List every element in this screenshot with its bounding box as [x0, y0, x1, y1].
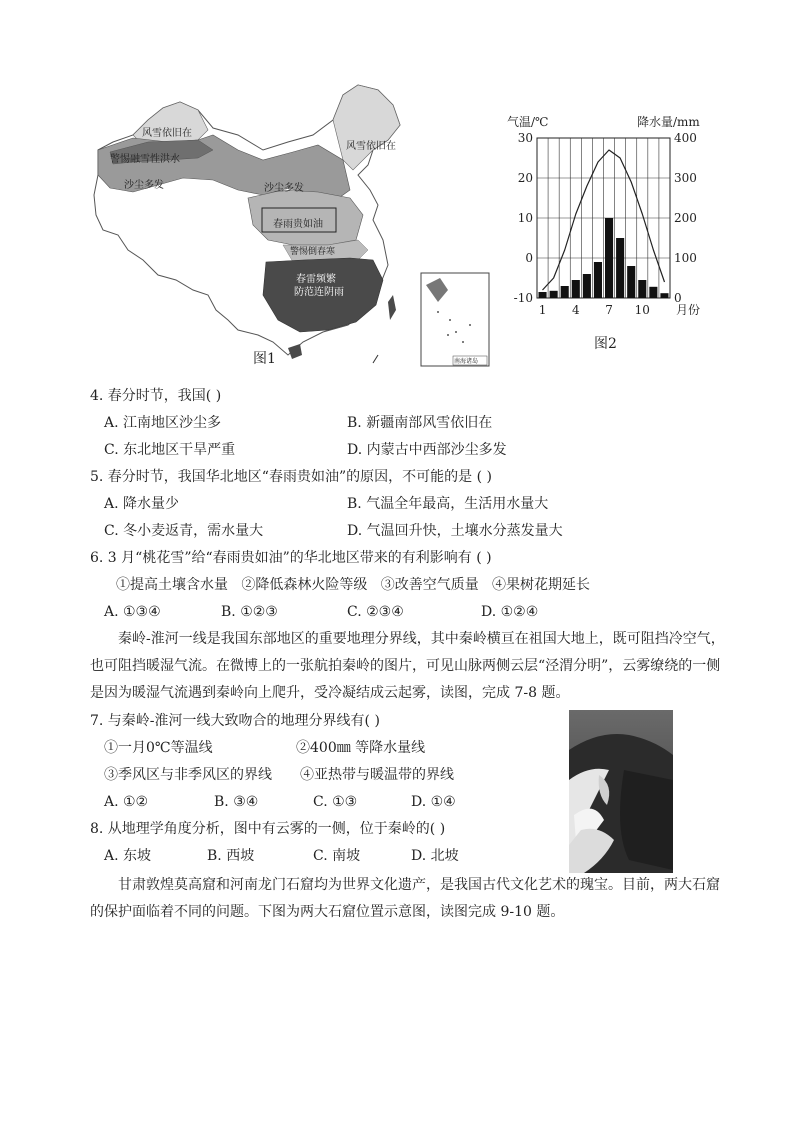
figure2-chart	[505, 110, 725, 320]
y-tick-left: -10	[513, 291, 533, 305]
x-tick: 4	[571, 303, 580, 317]
x-tick: 10	[634, 303, 650, 317]
q5-option-a[interactable]: A. 降水量少	[104, 496, 180, 512]
q7-item-4: ④亚热带与暖温带的界线	[300, 767, 454, 783]
label-dust-west: 沙尘多发	[124, 180, 164, 191]
precip-bar	[572, 280, 580, 298]
intro-q9-10: 甘肃敦煌莫高窟和河南龙门石窟均为世界文化遗产，是我国古代文化艺术的瑰宝。目前，两大石窟的保护面临着不同的问题。下图为两大石窟位置示意图，读图完成 9-10 题。	[90, 877, 720, 920]
precip-bar	[638, 280, 646, 298]
label-nw-snow: 风雪依旧在	[142, 128, 192, 139]
q4-option-b[interactable]: B. 新疆南部风雪依旧在	[347, 415, 493, 431]
precip-bar	[583, 274, 591, 298]
q8-stem: 8. 从地理学角度分析，图中有云雾的一侧，位于秦岭的( )	[90, 821, 446, 837]
q7-option-b[interactable]: B. ③④	[214, 794, 259, 810]
q6-option-a[interactable]: A. ①③④	[104, 604, 161, 620]
q6-option-c[interactable]: C. ②③④	[347, 604, 404, 620]
precip-bar	[605, 218, 613, 298]
q4-option-c[interactable]: C. 东北地区干旱严重	[104, 442, 236, 458]
y-tick-left: 30	[517, 131, 533, 145]
q7-stem: 7. 与秦岭-淮河一线大致吻合的地理分界线有( )	[90, 713, 380, 729]
ylabel-left: 气温/℃	[507, 115, 549, 129]
y-tick-right: 100	[674, 251, 697, 265]
precip-bar	[660, 293, 668, 298]
q7-option-c[interactable]: C. ①③	[313, 794, 358, 810]
q8-option-a[interactable]: A. 东坡	[104, 848, 152, 864]
qinling-aerial-photo	[569, 710, 673, 873]
q7-item-3: ③季风区与非季风区的界线	[104, 767, 272, 783]
precip-bar	[561, 286, 569, 298]
q7-item-2: ②400㎜ 等降水量线	[296, 740, 426, 756]
q5-option-b[interactable]: B. 气温全年最高，生活用水量大	[347, 496, 549, 512]
precip-bar	[539, 292, 547, 298]
y-tick-left: 0	[525, 251, 533, 265]
figure1-map	[88, 80, 498, 370]
x-tick: 7	[605, 303, 613, 317]
q8-option-c[interactable]: C. 南坡	[313, 848, 361, 864]
label-spring-rain: 春雨贵如油	[273, 219, 323, 230]
precip-bar	[627, 266, 635, 298]
taiwan-island	[388, 295, 396, 320]
y-tick-left: 20	[517, 171, 533, 185]
y-tick-left: 10	[517, 211, 533, 225]
q8-option-d[interactable]: D. 北坡	[411, 848, 459, 864]
y-tick-right: 400	[674, 131, 697, 145]
label-south-1: 春雷频繁	[296, 274, 336, 285]
q4-option-a[interactable]: A. 江南地区沙尘多	[104, 415, 222, 431]
q5-option-d[interactable]: D. 气温回升快，土壤水分蒸发量大	[347, 523, 563, 539]
label-flood: 警惕融雪性洪水	[110, 154, 180, 165]
y-tick-right: 300	[674, 171, 697, 185]
q7-item-1: ①一月0℃等温线	[104, 740, 213, 756]
precip-bar	[550, 291, 558, 298]
q7-option-d[interactable]: D. ①④	[411, 794, 456, 810]
y-tick-right: 0	[674, 291, 682, 305]
precip-bar	[649, 287, 657, 298]
precip-bar	[594, 262, 602, 298]
q6-option-d[interactable]: D. ①②④	[481, 604, 539, 620]
q6-items: ①提高土壤含水量 ②降低森林火险等级 ③改善空气质量 ④果树花期延长	[116, 577, 591, 593]
label-cold-spell: 警惕倒春寒	[290, 247, 336, 257]
xlabel: 月份	[676, 303, 701, 317]
figure2-caption: 图2	[594, 336, 617, 352]
label-inset: 南海诸岛	[454, 358, 479, 365]
y-tick-right: 200	[674, 211, 697, 225]
x-tick: 1	[538, 303, 547, 317]
label-ne-snow: 风雪依旧在	[346, 141, 396, 152]
figure1-caption: 图1	[253, 351, 276, 367]
q5-stem: 5. 春分时节，我国华北地区“春雨贵如油”的原因，不可能的是 ( )	[90, 469, 492, 485]
q6-option-b[interactable]: B. ①②③	[221, 604, 278, 620]
precip-bar	[616, 238, 624, 298]
q7-option-a[interactable]: A. ①②	[104, 794, 149, 810]
label-dust-central: 沙尘多发	[264, 183, 304, 194]
ylabel-right: 降水量/mm	[637, 115, 700, 129]
q8-option-b[interactable]: B. 西坡	[207, 848, 255, 864]
climate-chart-svg	[505, 110, 725, 320]
q4-stem: 4. 春分时节，我国( )	[90, 388, 222, 404]
intro-q7-8: 秦岭-淮河一线是我国东部地区的重要地理分界线，其中秦岭横亘在祖国大地上，既可阻挡冷空气，也可阻挡暖湿气流。在微博上的一张航拍秦岭的图片，可见山脉两侧云层“泾渭分明”，云雾缭绕的一侧是因为暖湿气流遇到秦岭向上爬升，受冷凝结成云起雾，读图，完成 7-8 题。	[90, 631, 725, 701]
q6-stem: 6. 3 月“桃花雪”给“春雨贵如油”的华北地区带来的有利影响有 ( )	[90, 550, 492, 566]
q4-option-d[interactable]: D. 内蒙古中西部沙尘多发	[347, 442, 507, 458]
label-south-2: 防范连阴雨	[294, 287, 344, 298]
q5-option-c[interactable]: C. 冬小麦返青，需水量大	[104, 523, 264, 539]
